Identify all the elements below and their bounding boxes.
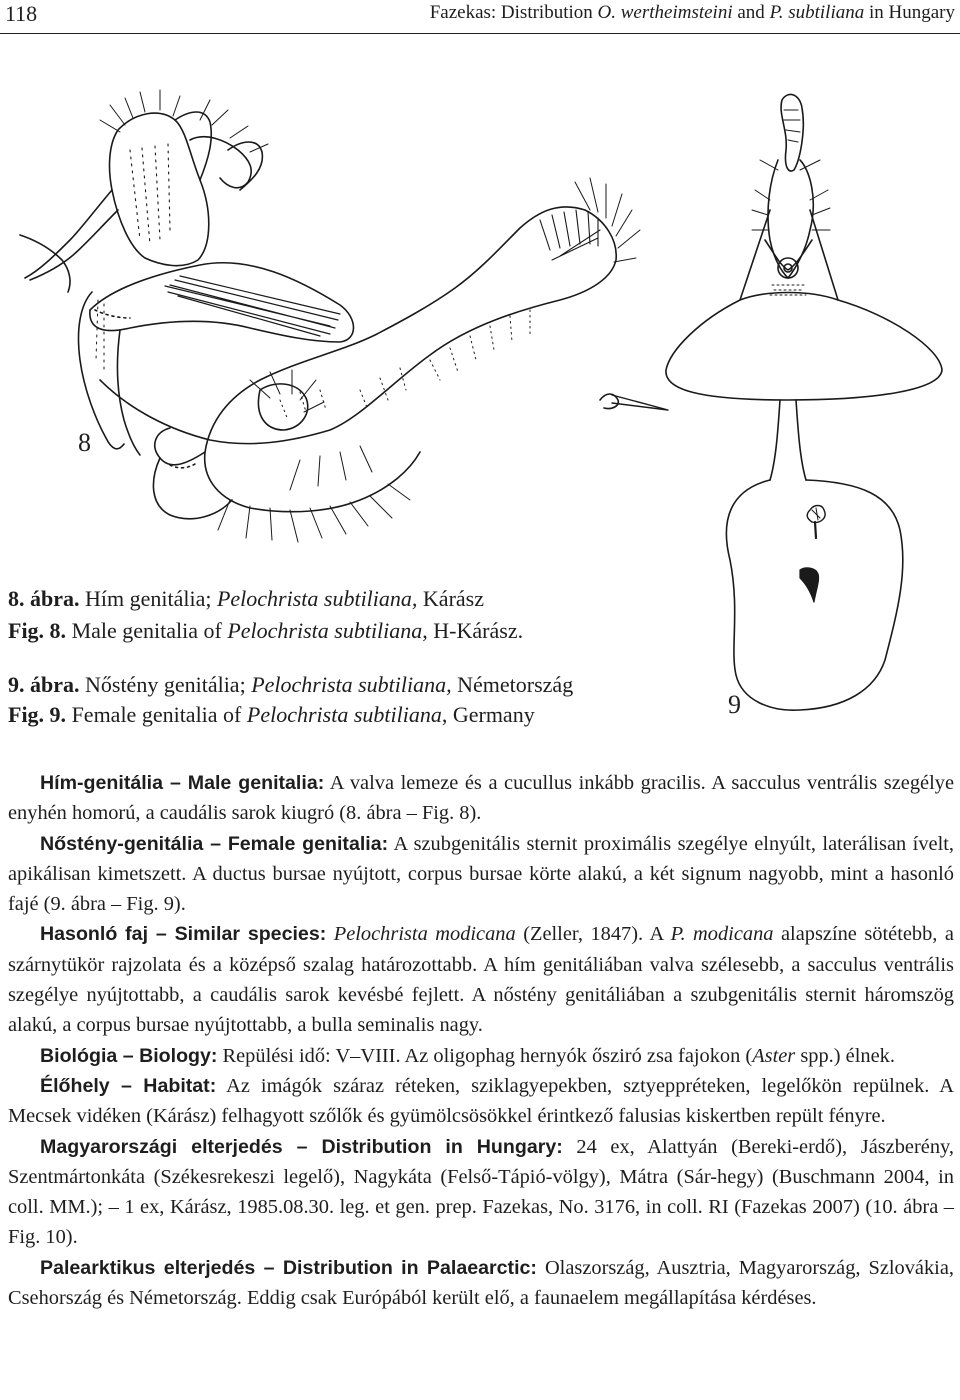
paragraph-biology: Biológia – Biology: Repülési idő: V–VIII. Az oligophag hernyók ősziró zsa fajokon (Aster spp.) élnek. [40, 1044, 895, 1067]
page-number: 118 [5, 1, 38, 26]
paragraph-distribution-hungary: Magyarországi elterjedés – Distribution in Hungary: 24 ex, Alattyán (Bereki-erdő), Jászberény, Szentmártonkáta (Székesrekeszi legelő), Nagykáta (Felső-Tápió-völgy), Mátra (Sár-hegy) (Buschmann 2004, in coll. MM.); – 1 ex, Kárász, 1985.08.30. leg. et gen. prep. Fazekas, No. 3176, in coll. RI (Fazekas 2007) (10. ábra – Fig. 10). [8, 1135, 954, 1249]
paragraph-female-genitalia: Nőstény-genitália – Female genitalia: A szubgenitális sternit proximális szegélye elnyúlt, laterálisan ívelt, apikálisan kimetszett. A ductus bursae nyújtott, corpus bursae körte alakú, a két signum nagyobb, mint a hasonló fajé (9. ábra – Fig. 9). [8, 832, 955, 916]
paragraph-male-genitalia: Hím-genitália – Male genitalia: A valva lemeze és a cucullus inkább gracilis. A sacculus ventrális szegélye enyhén homorú, a caudális sarok kiugró (8. ábra – Fig. 8). [8, 772, 954, 825]
caption-fig9-hu: 9. ábra. Nőstény genitália; Pelochrista subtiliana, Németország [8, 672, 574, 697]
page-header [0, 0, 960, 34]
paragraph-distribution-palaearctic: Palearktikus elterjedés – Distribution in Palaearctic: Olaszország, Ausztria, Magyarország, Szlovákia, Csehország és Németország. Eddig csak Európából került elő, a faunaelem megállapítása kérdéses. [8, 1256, 954, 1310]
male-genitalia-drawing [0, 60, 680, 580]
caption-fig8-en: Fig. 8. Male genitalia of Pelochrista subtiliana, H-Kárász. [8, 618, 524, 643]
paragraph-similar-species: Hasonló faj – Similar species: Pelochrista modicana (Zeller, 1847). A P. modicana alapszíne sötétebb, a szárnytükör rajzolata és a középső szalag határozottabb. A hím genitáliában valva szélesebb, a sacculus ventrális szegélye nyújtottabb, a caudális sarok kevésbé fejlett. A nőstény genitáliában a szubgenitális sternit háromszög alakú, a corpus bursae nyújtottabb, a bulla seminalis nagy. [8, 923, 954, 1037]
caption-fig8-hu: 8. ábra. Hím genitália; Pelochrista subtiliana, Kárász [8, 586, 484, 611]
figure-8-label: 8 [78, 428, 91, 457]
header-rule [0, 33, 960, 34]
running-head: Fazekas: Distribution O. wertheimsteini and P. subtiliana in Hungary [429, 2, 955, 23]
body-text [8, 768, 954, 1313]
paragraph-habitat: Élőhely – Habitat: Az imágók száraz réteken, sziklagyepekben, sztyeppréteken, legelőkön repülnek. A Mecsek vidéken (Kárász) felhagyott szőlők és gyümölcsösökkel érintkező falusias kiskertben repült fényre. [8, 1074, 954, 1128]
figure-9-label: 9 [728, 690, 741, 719]
caption-fig9-en: Fig. 9. Female genitalia of Pelochrista subtiliana, Germany [8, 702, 535, 727]
female-genitalia-drawing [660, 90, 960, 730]
